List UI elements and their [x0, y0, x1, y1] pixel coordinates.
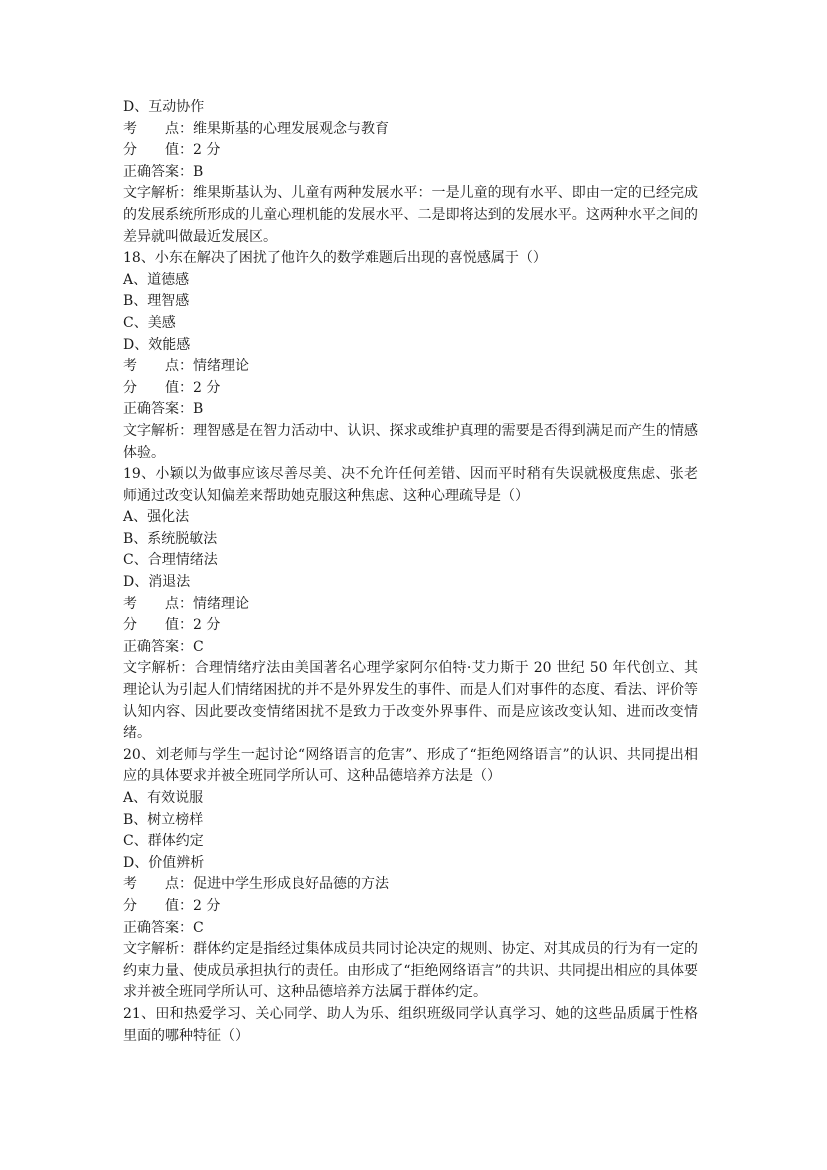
- document-page: [123, 97, 698, 1047]
- option-line: D、价值辨析: [123, 854, 205, 871]
- option-line: C、美感: [123, 314, 176, 331]
- option-line: D、互动协作: [123, 99, 205, 115]
- option-line: D、效能感: [123, 336, 191, 353]
- option-line: A、有效说服: [123, 790, 204, 806]
- question-21: 21、田和热爱学习、关心同学、助人为乐、组织班级同学认真学习、她的这些品质属于性格里面的哪种特征（）: [123, 1005, 698, 1044]
- question-18: 18、小东在解决了困扰了他许久的数学难题后出现的喜悦感属于（）: [123, 250, 547, 267]
- analysis-paragraph: 文字解析：群体约定是指经过集体成员共同讨论决定的规则、协定、对其成员的行为有一定的约束力量、使成员承担执行的责任。由形成了“拒绝网络语言”的共识、共同提出相应的具体要求并被全班同学所认可、这种品德培养方法属于群体约定。: [123, 941, 698, 1001]
- option-line: D、消退法: [123, 574, 191, 591]
- answer-line: 正确答案：C: [123, 638, 204, 655]
- exam-point-line: 考 点：情绪理论: [123, 358, 249, 375]
- option-line: B、系统脱敏法: [123, 530, 218, 547]
- score-line: 分 值：2 分: [123, 897, 221, 914]
- option-line: A、强化法: [123, 509, 190, 526]
- answer-line: 正确答案：C: [123, 919, 204, 936]
- exam-point-line: 考 点：情绪理论: [123, 595, 249, 612]
- answer-line: 正确答案：B: [123, 163, 204, 180]
- exam-point-line: 考 点：维果斯基的心理发展观念与教育: [123, 120, 389, 137]
- analysis-paragraph: 文字解析：理智感是在智力活动中、认识、探求或维护真理的需要是否得到满足而产生的情感体验。: [123, 422, 698, 461]
- option-line: B、树立榜样: [123, 811, 204, 828]
- option-line: B、理智感: [123, 293, 190, 310]
- analysis-paragraph: 文字解析：合理情绪疗法由美国著名心理学家阿尔伯特·艾力斯于 20 世纪 50 年代创立、其理论认为引起人们情绪困扰的并不是外界发生的事件、而是人们对事件的态度、看法、评价等认知内容、因此要改变情绪困扰不是致力于改变外界事件、而是应该改变认知、进而改变情绪。: [123, 660, 698, 742]
- score-line: 分 值：2 分: [123, 142, 221, 159]
- option-line: A、道德感: [123, 271, 190, 288]
- score-line: 分 值：2 分: [123, 617, 221, 634]
- question-19: 19、小颖以为做事应该尽善尽美、决不允许任何差错、因而平时稍有失误就极度焦虑、张老师通过改变认知偏差来帮助她克服这种焦虑、这种心理疏导是（）: [123, 466, 698, 504]
- exam-point-line: 考 点：促进中学生形成良好品德的方法: [123, 876, 389, 893]
- option-line: C、合理情绪法: [123, 552, 218, 569]
- analysis-paragraph: 文字解析：维果斯基认为、儿童有两种发展水平：一是儿童的现有水平、即由一定的已经完成的发展系统所形成的儿童心理机能的发展水平、二是即将达到的发展水平。这两种水平之间的差异就叫做最近发展区。: [123, 185, 698, 245]
- option-line: C、群体约定: [123, 833, 204, 850]
- answer-line: 正确答案：B: [123, 401, 204, 418]
- question-20: 20、刘老师与学生一起讨论“网络语言的危害”、形成了“拒绝网络语言”的认识、共同提出相应的具体要求并被全班同学所认可、这种品德培养方法是（）: [123, 746, 698, 785]
- score-line: 分 值：2 分: [123, 379, 221, 396]
